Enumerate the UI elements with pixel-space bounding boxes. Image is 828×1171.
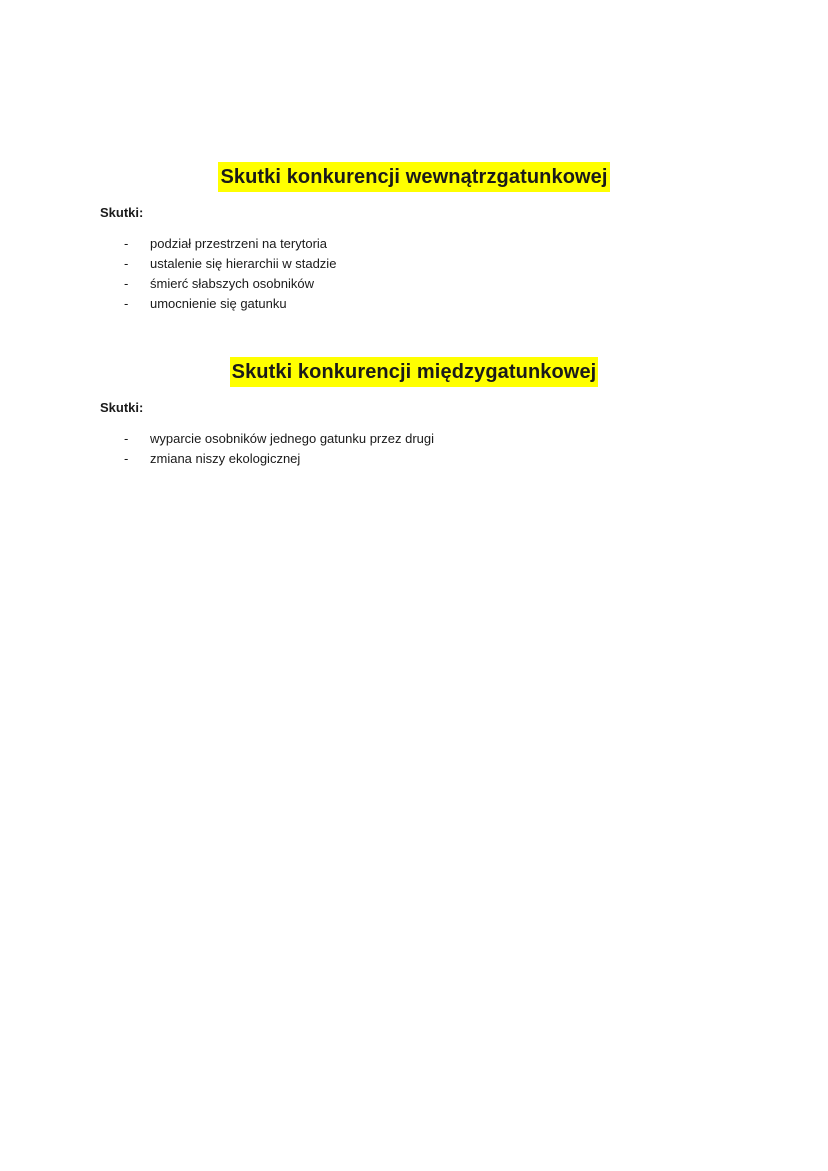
list-item [0,294,828,314]
list-item-text: umocnienie się gatunku [150,296,287,311]
section-label: Skutki: [100,400,144,415]
bullet-dash: - [124,256,129,271]
section-intraspecific [0,162,828,314]
section-label: Skutki: [100,205,144,220]
list-item [0,449,828,469]
list-item [0,234,828,254]
list-item [0,254,828,274]
bullet-dash: - [124,236,129,251]
list-item-text: śmierć słabszych osobników [150,276,315,291]
heading-wrap [0,162,828,194]
heading-wrap [0,357,828,389]
bullet-dash: - [124,431,129,446]
section-interspecific [0,357,828,469]
bullet-dash: - [124,296,129,311]
section-heading: Skutki konkurencji międzygatunkowej [230,357,599,387]
list-item-text: zmiana niszy ekologicznej [150,451,301,466]
list-item-text: podział przestrzeni na terytoria [150,236,328,251]
list-item [0,274,828,294]
list-item-text: ustalenie się hierarchii w stadzie [150,256,337,271]
bullet-dash: - [124,276,129,291]
bullet-dash: - [124,451,129,466]
effects-list [0,429,828,469]
effects-list [0,234,828,314]
list-item [0,429,828,449]
list-item-text: wyparcie osobników jednego gatunku przez drugi [150,431,435,446]
section-heading: Skutki konkurencji wewnątrzgatunkowej [218,162,609,192]
